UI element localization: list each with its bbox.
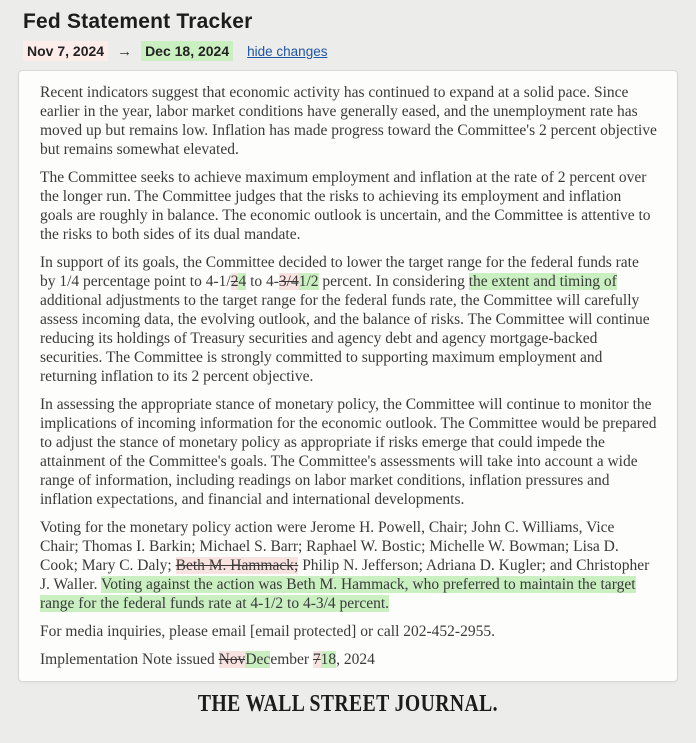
date-comparison-bar (23, 41, 678, 61)
statement-text: , 2024 (336, 651, 375, 668)
removed-text: 7 (312, 651, 321, 668)
statement-text: In support of its goals, the Committee decided to lower the target range for the federal funds rate by 1/4 percentage point to 4-1/ (40, 254, 639, 290)
statement-paragraph (40, 83, 657, 159)
statement-text: additional adjustments to the target range for the federal funds rate, the Committee will carefully assess incoming data, the evolving outlook, and the balance of risks. The Committee will continue reducing its holdings of Treasury securities and agency debt and agency mortgage-backed securities. The Committee is strongly committed to supporting maximum employment and returning inflation to its 2 percent objective. (40, 292, 650, 385)
removed-text: Beth M. Hammack; (175, 557, 299, 574)
statement-text: Voting for the monetary policy action were Jerome H. Powell, Chair; John C. Williams, Vice Chair; Thomas I. Barkin; Michael S. Barr; Raphael W. Bostic; Michelle W. Bowman; Lisa D. Cook; Mary C. Daly; (40, 519, 619, 574)
added-text: Voting against the action was Beth M. Hammack, who preferred to maintain the target range for the federal funds rate at 4-1/2 to 4-3/4 percent. (40, 576, 636, 612)
footer (18, 691, 678, 718)
statement-text: Philip N. Jefferson; Adriana D. Kugler; and Christopher J. Waller. (40, 557, 650, 593)
added-text: the extent and timing of (468, 273, 617, 290)
statement-text: to 4- (246, 273, 279, 290)
removed-text: 3/4 (278, 273, 299, 290)
statement-text: Recent indicators suggest that economic activity has continued to expand at a solid pace. Since earlier in the year, labor market conditions have generally eased, and the unemployment rate has moved up but remains low. Inflation has made progress toward the Committee's 2 percent objective but remains somewhat elevated. (40, 84, 657, 158)
statement-paragraph (40, 395, 657, 509)
statement-text: ember (270, 651, 313, 668)
statement-text: Implementation Note issued (40, 651, 219, 668)
added-text: Dec (245, 651, 271, 668)
statement-box (18, 70, 678, 682)
statement-paragraph (40, 622, 657, 641)
removed-text: 2 (230, 273, 239, 290)
statement-text: percent. In considering (318, 273, 469, 290)
added-text: 1/2 (298, 273, 319, 290)
statement-paragraph (40, 518, 657, 613)
hide-changes-link[interactable]: hide changes (247, 44, 328, 59)
removed-text: Nov (218, 651, 246, 668)
statement-text: For media inquiries, please email [email protected] or call 202-452-2955. (40, 623, 495, 640)
page-title: Fed Statement Tracker (23, 10, 253, 33)
statement-paragraph (40, 253, 657, 386)
added-text: 18 (320, 651, 337, 668)
statement-text: The Committee seeks to achieve maximum employment and inflation at the rate of 2 percent over the longer run. The Committee judges that the risks to achieving its employment and inflation goals are roughly in balance. The economic outlook is uncertain, and the Committee is attentive to the risks to both sides of its dual mandate. (40, 169, 651, 243)
statement-text: In assessing the appropriate stance of monetary policy, the Committee will continue to monitor the implications of incoming information for the economic outlook. The Committee would be prepared to adjust the stance of monetary policy as appropriate if risks emerge that could impede the attainment of the Committee's goals. The Committee's assessments will take into account a wide range of information, including readings on labor market conditions, inflation pressures and inflation expectations, and financial and international developments. (40, 396, 657, 508)
statement-paragraph (40, 650, 657, 669)
date-from-selector[interactable]: Nov 7, 2024 (23, 41, 108, 61)
arrow-right-icon: → (117, 43, 133, 60)
date-to-selector[interactable]: Dec 18, 2024 (141, 41, 233, 61)
statement-paragraph (40, 168, 657, 244)
header (18, 10, 678, 61)
wsj-masthead-logo: THE WALL STREET JOURNAL. (197, 691, 499, 717)
added-text: 4 (238, 273, 247, 290)
